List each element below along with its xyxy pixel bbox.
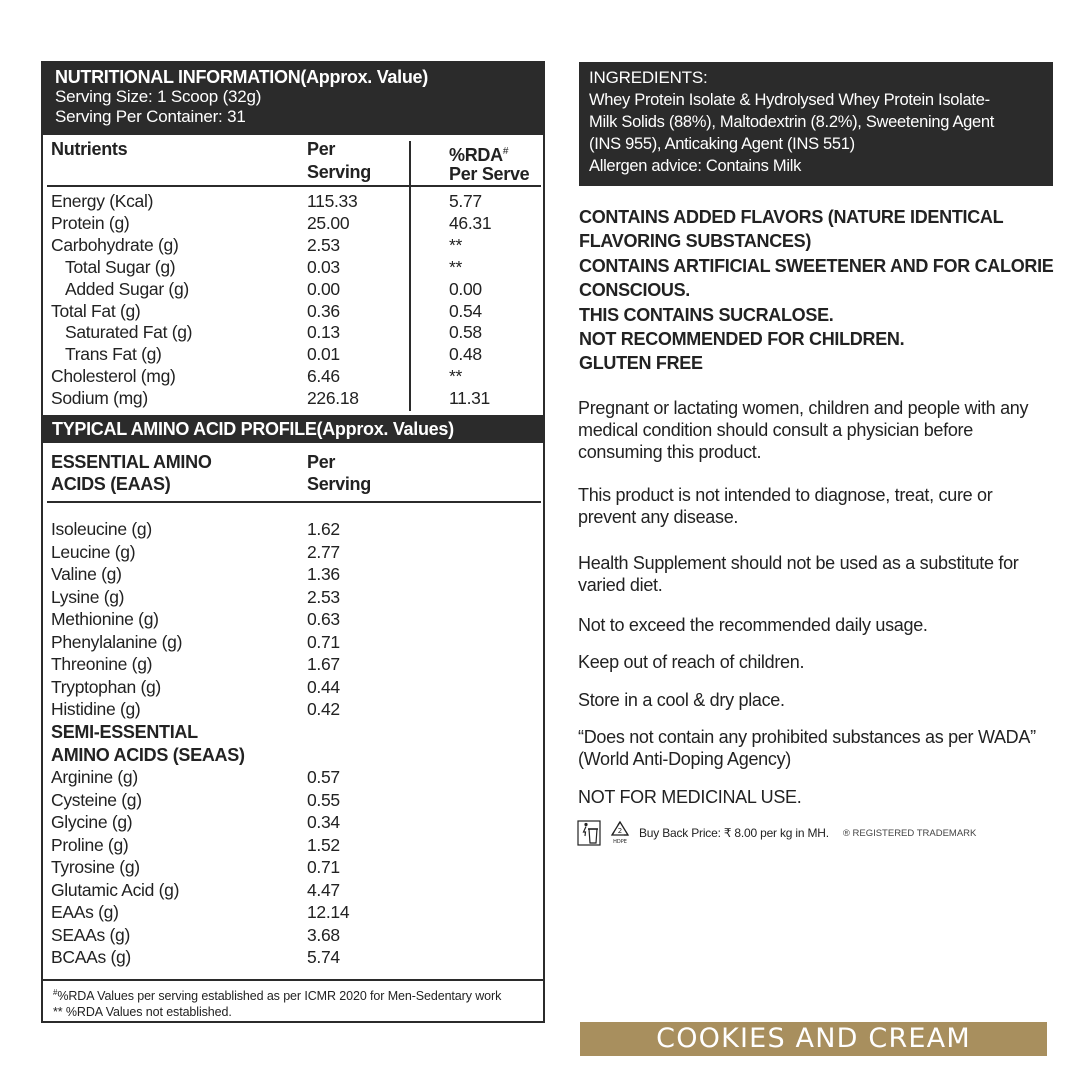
amino-row xyxy=(43,653,543,676)
ingredients-box xyxy=(579,62,1053,186)
nutrition-column-headers xyxy=(43,135,543,189)
flavor-banner: COOKIES AND CREAM xyxy=(580,1022,1047,1056)
amino-value: 0.71 xyxy=(307,857,340,877)
nutrient-row xyxy=(43,387,543,409)
amino-row xyxy=(43,946,543,969)
amino-row xyxy=(43,924,543,947)
ingredients-title: INGREDIENTS: xyxy=(589,68,708,87)
nutrient-name: Sodium (mg) xyxy=(51,388,148,409)
amino-row xyxy=(43,811,543,834)
allergen-advice: Allergen advice: Contains Milk xyxy=(589,157,802,175)
trash-bin-icon xyxy=(577,820,601,846)
svg-text:HDPE: HDPE xyxy=(613,839,627,845)
warnings-block xyxy=(579,205,1059,376)
advice-wada: “Does not contain any prohibited substances as per WADA” (World Anti-Doping Agency) xyxy=(578,727,1036,769)
nutrient-rda: ** xyxy=(449,366,463,387)
warning-flavors-1: CONTAINS ADDED FLAVORS (NATURE IDENTICAL xyxy=(579,207,1004,227)
eaas-heading-2: ACIDS (EAAS) xyxy=(51,474,171,494)
nutrient-rda: 11.31 xyxy=(449,388,490,409)
nutrient-rda: 0.48 xyxy=(449,344,482,365)
amino-name: Proline (g) xyxy=(51,834,129,855)
amino-name: Phenylalanine (g) xyxy=(51,631,183,652)
amino-name: Cysteine (g) xyxy=(51,789,142,810)
amino-name: Arginine (g) xyxy=(51,767,138,787)
nutrient-per-serving: 0.13 xyxy=(307,322,340,343)
nutrient-row xyxy=(43,256,543,278)
footnote-not-established: ** %RDA Values not established. xyxy=(53,1005,232,1020)
amino-value: 1.52 xyxy=(307,834,340,855)
nutrient-per-serving: 0.00 xyxy=(307,278,340,299)
amino-row xyxy=(43,518,543,541)
hdpe-recycle-icon xyxy=(609,820,631,846)
nutrient-row xyxy=(43,365,543,387)
amino-name: Glycine (g) xyxy=(51,812,133,832)
amino-row xyxy=(43,608,543,631)
advice-substitute: Health Supplement should not be used as a substitute for varied diet. xyxy=(578,553,1019,595)
nutrient-name: Carbohydrate (g) xyxy=(51,234,179,255)
amino-row xyxy=(43,834,543,857)
warning-flavors-2: FLAVORING SUBSTANCES) xyxy=(579,231,812,252)
amino-row xyxy=(43,698,543,721)
advice-storage: Store in a cool & dry place. xyxy=(578,690,785,710)
ingredients-line-3: (INS 955), Anticaking Agent (INS 551) xyxy=(589,135,855,153)
nutrient-row xyxy=(43,234,543,256)
amino-name: EAAs (g) xyxy=(51,902,119,922)
nutrient-name: Saturated Fat (g) xyxy=(65,322,193,343)
nutrient-rda: ** xyxy=(449,256,463,277)
amino-value: 0.55 xyxy=(307,789,340,810)
nutrient-row xyxy=(43,212,543,234)
amino-value: 1.36 xyxy=(307,564,340,584)
nutrient-per-serving: 115.33 xyxy=(307,191,358,211)
advice-children: Keep out of reach of children. xyxy=(578,652,805,672)
nutrient-rda: 0.58 xyxy=(449,322,482,343)
nutrient-row xyxy=(43,278,543,300)
amino-row xyxy=(43,879,543,902)
nutrient-per-serving: 226.18 xyxy=(307,388,359,409)
col-nutrients: Nutrients xyxy=(51,139,128,159)
amino-name: Leucine (g) xyxy=(51,541,136,562)
col-per-serve: Per Serve xyxy=(449,164,530,184)
amino-header-rule xyxy=(47,501,541,503)
amino-value: 12.14 xyxy=(307,902,350,922)
amino-value: 0.63 xyxy=(307,609,340,629)
amino-value: 0.71 xyxy=(307,631,340,652)
amino-value: 4.47 xyxy=(307,879,340,900)
footnotes xyxy=(53,985,501,1020)
amino-title: TYPICAL AMINO ACID PROFILE(Approx. Values) xyxy=(43,415,543,443)
eaas-heading-1: ESSENTIAL AMINO xyxy=(51,452,212,472)
amino-name: Histidine (g) xyxy=(51,699,141,719)
amino-row xyxy=(43,901,543,924)
amino-name: Tyrosine (g) xyxy=(51,857,140,877)
footnote-rda: #%RDA Values per serving established as per ICMR 2020 for Men-Sedentary work xyxy=(53,988,502,1004)
amino-name: SEAAs (g) xyxy=(51,924,130,945)
amino-row xyxy=(43,789,543,812)
nutrient-rda: 46.31 xyxy=(449,212,492,233)
amino-row xyxy=(43,631,543,654)
advice-pregnant: Pregnant or lactating women, children and people with any medical condition should consult a physician before consuming this product. xyxy=(578,398,1029,462)
seaas-heading-1: SEMI-ESSENTIAL xyxy=(51,722,198,742)
col-rda: %RDA# xyxy=(449,145,509,165)
seaas-heading-2: AMINO ACIDS (SEAAS) xyxy=(51,745,245,765)
serving-size: Serving Size: 1 Scoop (32g) xyxy=(55,87,262,106)
nutrient-per-serving: 6.46 xyxy=(307,366,340,387)
svg-text:2: 2 xyxy=(617,827,623,835)
warning-sucralose: THIS CONTAINS SUCRALOSE. xyxy=(579,304,834,325)
amino-value: 1.62 xyxy=(307,519,340,539)
nutrient-name: Protein (g) xyxy=(51,212,130,233)
nutrient-row xyxy=(43,190,543,212)
amino-value: 3.68 xyxy=(307,924,340,945)
nutrition-panel xyxy=(41,61,545,1023)
nutrient-rda: 0.00 xyxy=(449,278,482,299)
nutrient-row xyxy=(43,321,543,343)
nutrient-name: Added Sugar (g) xyxy=(65,278,189,299)
nutrient-row xyxy=(43,300,543,322)
nutrient-per-serving: 0.01 xyxy=(307,344,340,365)
nutrient-name: Cholesterol (mg) xyxy=(51,366,176,387)
nutrient-name: Energy (Kcal) xyxy=(51,191,154,211)
warning-children: NOT RECOMMENDED FOR CHILDREN. xyxy=(579,329,905,350)
amino-row xyxy=(43,676,543,699)
amino-name: BCAAs (g) xyxy=(51,947,131,967)
ingredients-line-1: Whey Protein Isolate & Hydrolysed Whey Protein Isolate- xyxy=(589,91,990,109)
nutrient-name: Total Fat (g) xyxy=(51,300,141,321)
registered-trademark: ® REGISTERED TRADEMARK xyxy=(842,827,977,839)
nutrient-per-serving: 25.00 xyxy=(307,212,350,233)
servings-per-container: Serving Per Container: 31 xyxy=(55,107,246,126)
buy-back-price: Buy Back Price: ₹ 8.00 per kg in MH. xyxy=(639,826,829,840)
amino-value: 5.74 xyxy=(307,947,340,967)
amino-row xyxy=(43,563,543,586)
nutrient-rda: 0.54 xyxy=(449,300,482,321)
footnote-rule xyxy=(43,979,543,981)
nutrient-name: Trans Fat (g) xyxy=(65,344,162,365)
amino-row xyxy=(43,586,543,609)
header-rule xyxy=(47,185,541,187)
nutrient-rda: ** xyxy=(449,234,463,255)
nutrient-per-serving: 2.53 xyxy=(307,234,340,255)
warning-sweetener-2: CONSCIOUS. xyxy=(579,280,691,301)
amino-value: 0.44 xyxy=(307,676,340,697)
amino-col-per: Per xyxy=(307,452,336,472)
nutrient-row xyxy=(43,343,543,365)
amino-name: Glutamic Acid (g) xyxy=(51,879,180,900)
amino-value: 1.67 xyxy=(307,654,340,674)
nutrient-per-serving: 0.03 xyxy=(307,256,340,277)
ingredients-line-2: Milk Solids (88%), Maltodextrin (8.2%), Sweetening Agent xyxy=(589,113,995,131)
advice-daily-usage: Not to exceed the recommended daily usage. xyxy=(578,615,928,635)
nutrient-per-serving: 0.36 xyxy=(307,300,340,321)
advice-not-diagnose: This product is not intended to diagnose, treat, cure or prevent any disease. xyxy=(578,485,993,527)
amino-value: 0.57 xyxy=(307,767,340,787)
nutrition-title: NUTRITIONAL INFORMATION(Approx. Value) xyxy=(55,67,428,87)
amino-value: 2.77 xyxy=(307,541,340,562)
recycle-row xyxy=(577,819,976,847)
amino-value: 0.42 xyxy=(307,699,340,719)
amino-value: 2.53 xyxy=(307,586,340,607)
warning-gluten: GLUTEN FREE xyxy=(579,353,703,374)
amino-name: Methionine (g) xyxy=(51,609,159,629)
amino-row xyxy=(43,766,543,789)
amino-name: Tryptophan (g) xyxy=(51,676,161,697)
nutrient-name: Total Sugar (g) xyxy=(65,256,176,277)
warning-sweetener-1: CONTAINS ARTIFICIAL SWEETENER AND FOR CALORIE xyxy=(579,255,1054,276)
advice-not-medicinal: NOT FOR MEDICINAL USE. xyxy=(578,787,802,807)
amino-name: Threonine (g) xyxy=(51,654,153,674)
amino-col-serving: Serving xyxy=(307,474,371,494)
amino-row xyxy=(43,856,543,879)
amino-name: Isoleucine (g) xyxy=(51,519,152,539)
nutrient-rda: 5.77 xyxy=(449,191,482,211)
nutrition-header xyxy=(43,63,543,135)
amino-name: Lysine (g) xyxy=(51,586,125,607)
amino-value: 0.34 xyxy=(307,812,340,832)
amino-row xyxy=(43,541,543,564)
col-serving: Serving xyxy=(307,162,371,182)
amino-name: Valine (g) xyxy=(51,564,122,584)
col-per: Per xyxy=(307,139,336,159)
